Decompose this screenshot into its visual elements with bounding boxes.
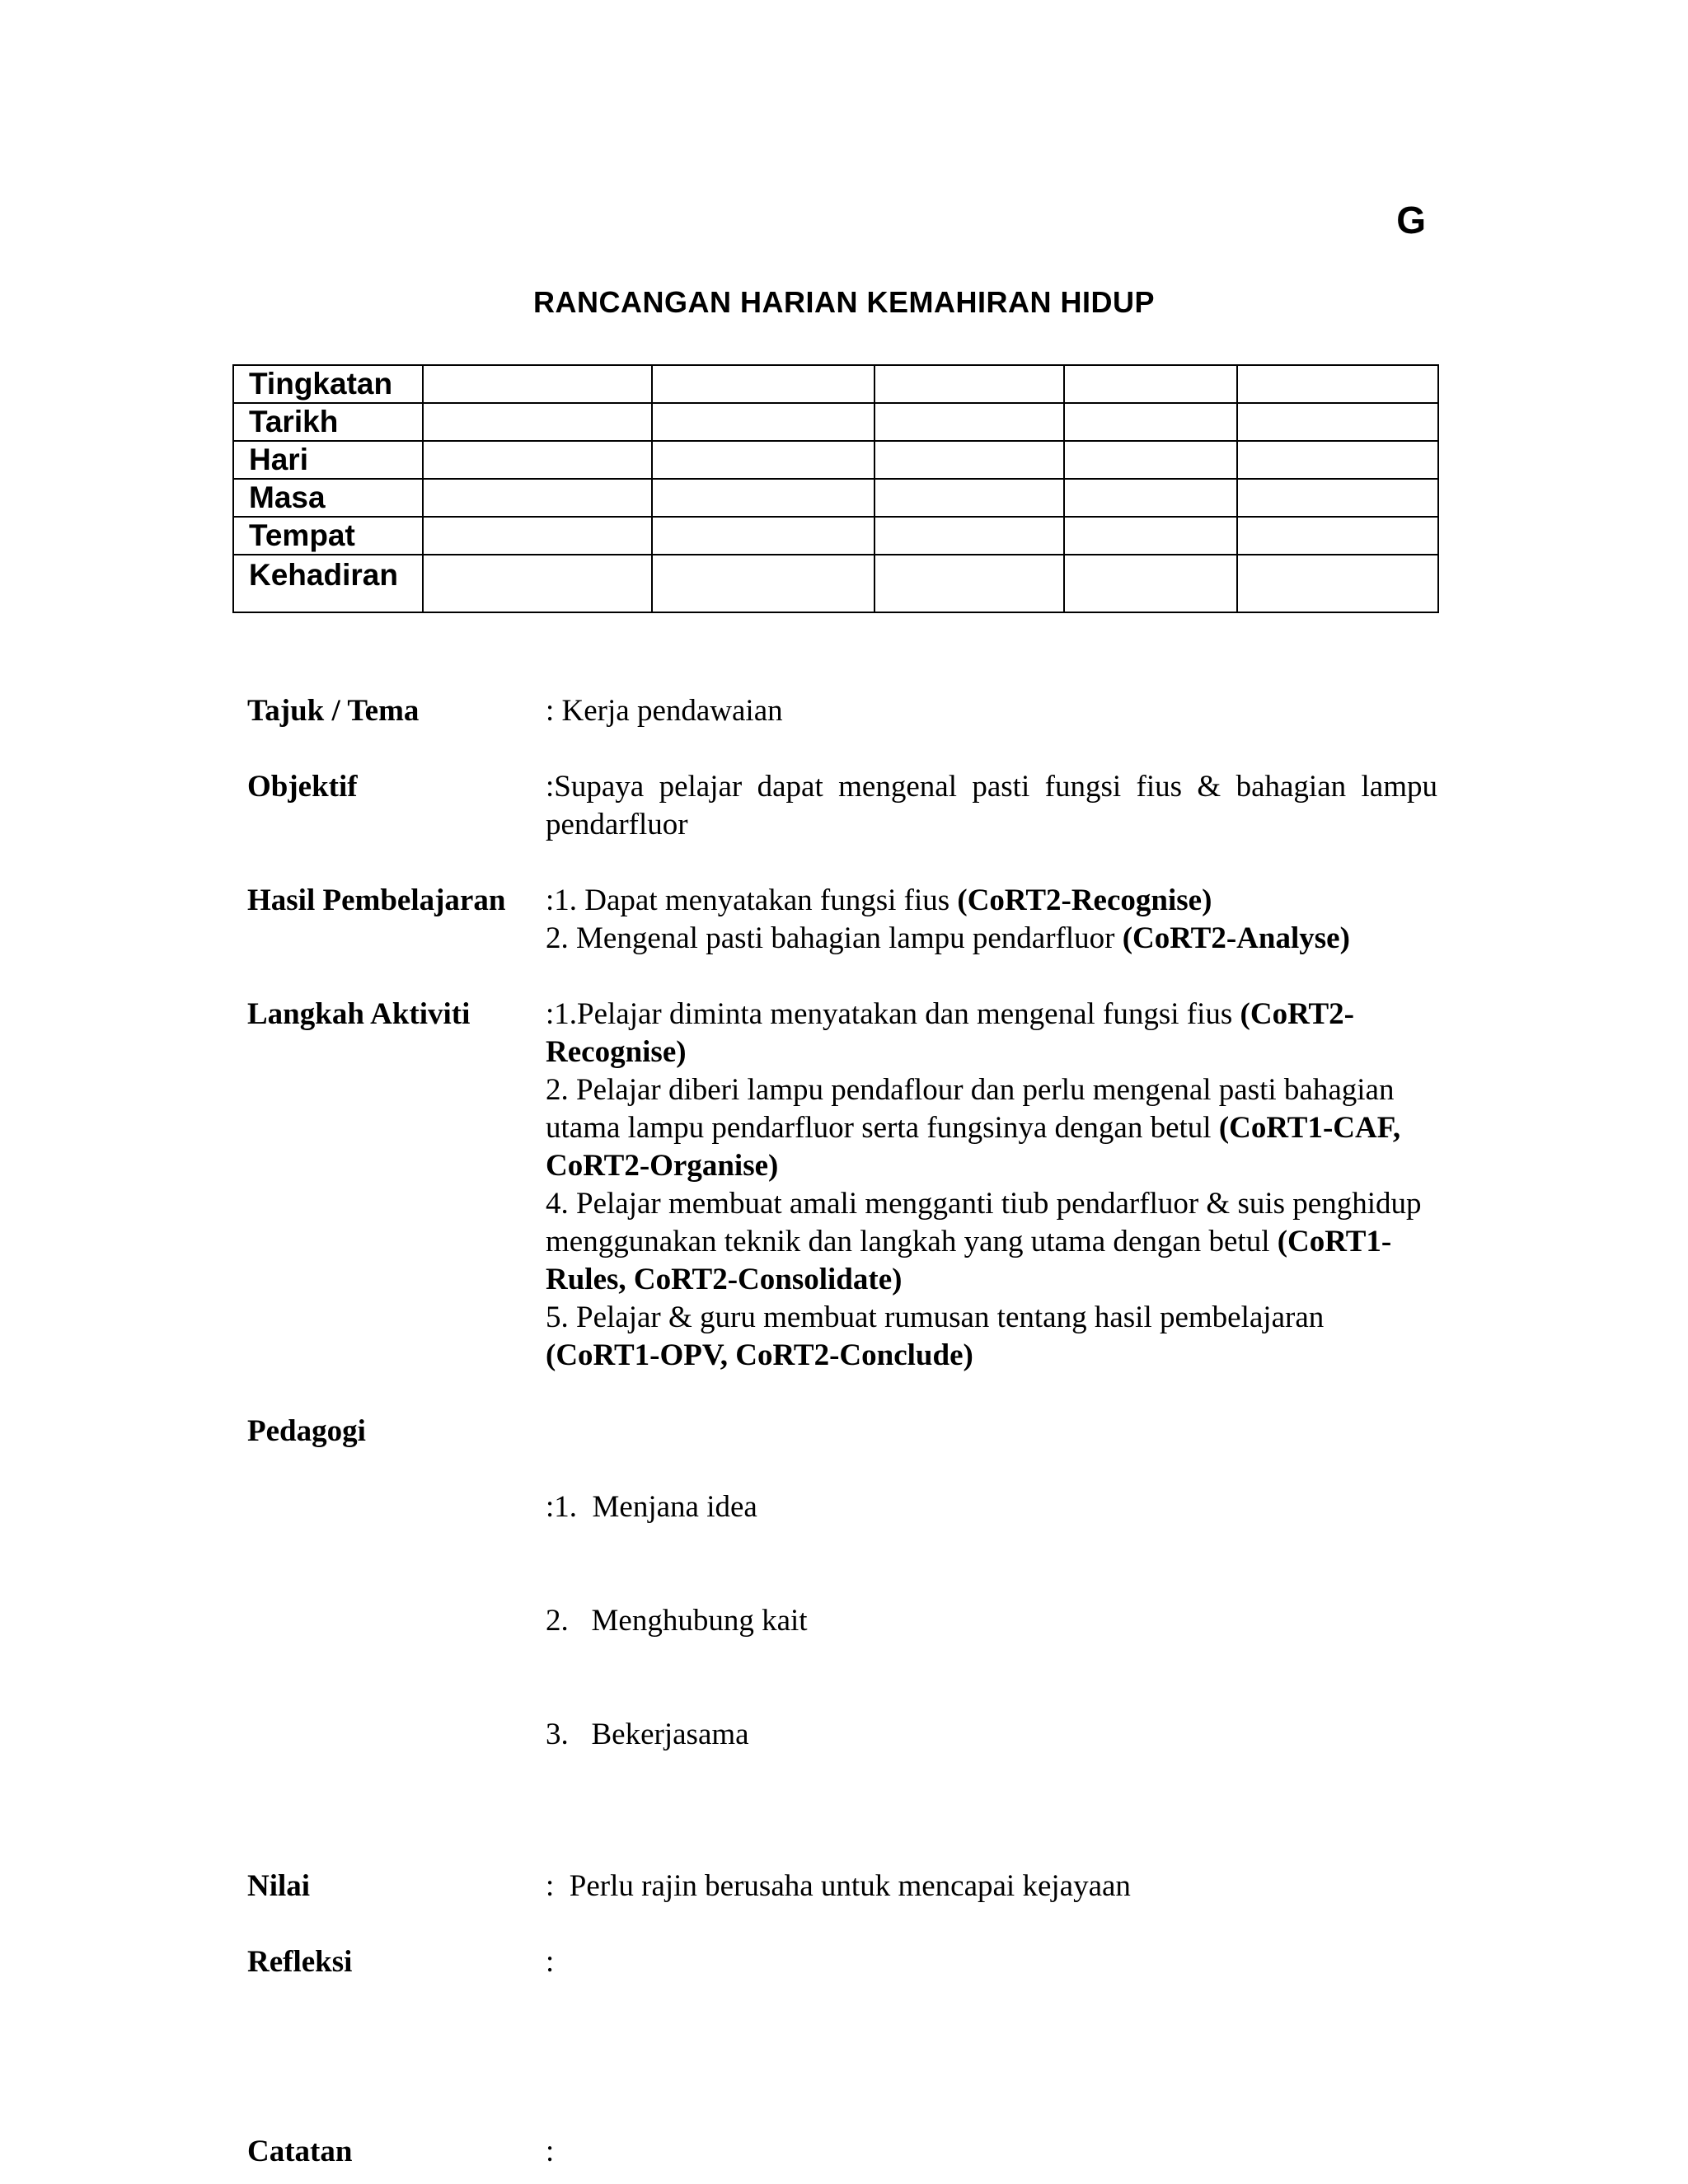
table-cell[interactable] [1064,441,1237,479]
document-title: RANCANGAN HARIAN KEMAHIRAN HIDUP [533,285,1155,319]
table-cell[interactable] [652,403,874,441]
table-cell[interactable] [1237,441,1438,479]
label-objektif: Objektif [247,770,358,804]
row-label-hari: Hari [233,441,423,479]
table-cell[interactable] [1064,555,1237,612]
hasil-item: 2. Mengenal pasti bahagian lampu pendarfluor (CoRT2-Analyse) [546,921,1350,955]
langkah-item: :1.Pelajar diminta menyatakan dan mengenal fungsi fius (CoRT2-Recognise) [546,997,1355,1069]
page-letter: G [1396,199,1426,241]
hasil-item: :1. Dapat menyatakan fungsi fius (CoRT2-Recognise) [546,883,1212,917]
section-pedagogi [247,1413,1437,1830]
section-tajuk [247,692,1437,730]
row-label-tingkatan: Tingkatan [233,365,423,403]
value-nilai: : Perlu rajin berusaha untuk mencapai kejayaan [546,1869,1131,1903]
lesson-plan-body [247,692,1437,2171]
section-nilai [247,1868,1437,1905]
label-pedagogi: Pedagogi [247,1414,366,1448]
table-cell[interactable] [1237,517,1438,555]
langkah-item: 4. Pelajar membuat amali mengganti tiub pendarfluor & suis penghidup menggunakan teknik dan langkah yang utama dengan betul (CoRT1-Rules, CoRT2-Consolidate) [546,1187,1422,1296]
table-cell[interactable] [423,365,652,403]
table-row [233,555,1438,612]
table-cell[interactable] [1064,479,1237,517]
label-hasil: Hasil Pembelajaran [247,883,506,917]
table-cell[interactable] [1064,517,1237,555]
table-cell[interactable] [1064,365,1237,403]
table-row [233,441,1438,479]
table-cell[interactable] [652,517,874,555]
table-cell[interactable] [874,365,1064,403]
section-catatan [247,2133,1437,2171]
table-cell[interactable] [1064,403,1237,441]
table-row [233,517,1438,555]
value-objektif: :Supaya pelajar dapat mengenal pasti fungsi fius & bahagian lampu pendarfluor [546,770,1437,841]
table-cell[interactable] [1237,479,1438,517]
table-cell[interactable] [652,441,874,479]
value-tajuk: : Kerja pendawaian [546,694,783,728]
table-cell[interactable] [1237,555,1438,612]
langkah-item: 2. Pelajar diberi lampu pendaflour dan perlu mengenal pasti bahagian utama lampu pendarfluor serta fungsinya dengan betul (CoRT1-CAF, CoRT2-Organise) [546,1073,1401,1183]
table-cell[interactable] [874,517,1064,555]
table-cell[interactable] [874,403,1064,441]
table-cell[interactable] [652,365,874,403]
section-refleksi [247,1943,1437,1981]
value-catatan: : [546,2135,555,2168]
langkah-item: 5. Pelajar & guru membuat rumusan tentang hasil pembelajaran (CoRT1-OPV, CoRT2-Conclude) [546,1301,1325,1372]
section-objektif [247,768,1437,844]
section-langkah [247,996,1437,1375]
row-label-tempat: Tempat [233,517,423,555]
table-row [233,365,1438,403]
table-cell[interactable] [423,403,652,441]
pedagogi-item: 3. Bekerjasama [546,1718,749,1751]
row-label-tarikh: Tarikh [233,403,423,441]
table-cell[interactable] [874,441,1064,479]
row-label-masa: Masa [233,479,423,517]
table-row [233,403,1438,441]
table-row [233,479,1438,517]
table-cell[interactable] [423,441,652,479]
table-cell[interactable] [874,555,1064,612]
label-catatan: Catatan [247,2135,353,2168]
label-nilai: Nilai [247,1869,311,1903]
info-table [232,364,1439,613]
label-tajuk: Tajuk / Tema [247,694,420,728]
label-langkah: Langkah Aktiviti [247,997,471,1031]
table-cell[interactable] [874,479,1064,517]
pedagogi-item: :1. Menjana idea [546,1490,757,1524]
table-cell[interactable] [1237,365,1438,403]
table-cell[interactable] [423,555,652,612]
label-refleksi: Refleksi [247,1945,353,1979]
row-label-kehadiran: Kehadiran [233,555,423,612]
table-cell[interactable] [423,479,652,517]
table-cell[interactable] [423,517,652,555]
section-hasil [247,882,1437,958]
pedagogi-item: 2. Menghubung kait [546,1604,808,1638]
value-refleksi: : [546,1945,555,1979]
table-cell[interactable] [652,479,874,517]
table-cell[interactable] [1237,403,1438,441]
table-cell[interactable] [652,555,874,612]
